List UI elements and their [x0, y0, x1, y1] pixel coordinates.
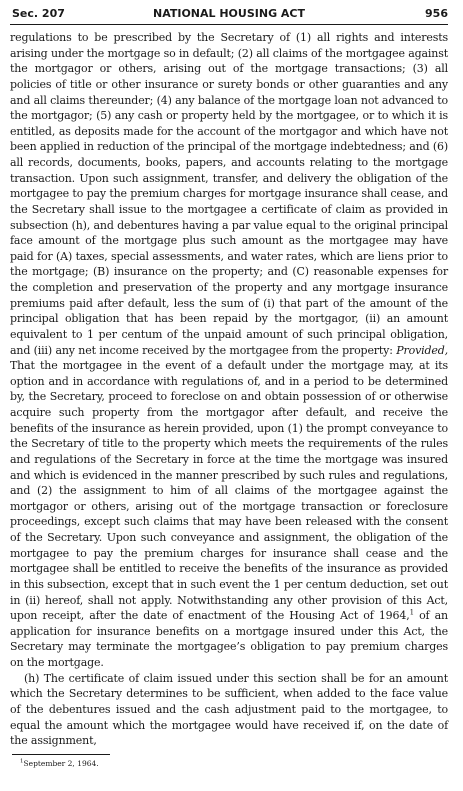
footnote-rule	[12, 754, 110, 755]
footnote-mark: 1	[20, 758, 24, 765]
act-title: NATIONAL HOUSING ACT	[152, 7, 306, 20]
paragraph-h	[10, 671, 448, 749]
page-number: 956	[425, 7, 448, 20]
document-page	[10, 7, 448, 769]
paragraph-text: regulations to be prescribed by the Secretary of (1) all rights and interests arising under the mortgage so in default; (2) all claims of the mortgagee against the mortgagor or others, arising out of the mortgage transactions; (3) all policies of title or other insurance or surety bonds or other guaranties and any and all claims thereunder; (4) any balance of the mortgage loan not advanced to the mortgagor; (5) any cash or property held by the mortgagee, or to which it is entitled, as deposits made for the account of the mortgagor and which have not been applied in reduction of the principal of the mortgage indebtedness; and (6) all records, documents, books, papers, and accounts relating to the mortgage transaction. Upon such assignment, transfer, and delivery the obligation of the mortgagee to pay the premium charges for mortgage insurance shall cease, and the Secretary shall issue to the mortgagee a certificate of claim as provided in subsection (h), and debentures having a par value equal to the original principal face amount of the mortgage plus such amount as the mortgagee may have paid for (A) taxes, special assessments, and water rates, which are liens prior to the mortgage; (B) insurance on the property; and (C) reasonable expenses for the completion and preservation of the property and any mortgage insurance premiums paid after default, less the sum of (i) that part of the amount of the principal obligation that has been repaid by the mortgagor, (ii) an amount equivalent to 1 per centum of the unpaid amount of such principal obligation, and (iii) any net income received by the mortgagee from the property:	[10, 31, 448, 357]
provided-italic: Provided,	[396, 343, 448, 357]
footnote-text: September 2, 1964.	[23, 758, 99, 768]
paragraph-text: That the mortgagee in the event of a default under the mortgage may, at its option and in accordance with regulations of, and in a period to be determined by, the Secretary, proceed to foreclose on and obtain possession of or otherwise acquire such property from the mortgagor after default, and receive the benefits of the insurance as herein provided, upon (1) the prompt conveyance to the Secretary of title to the property which meets the requirements of the rules and regulations of the Secretary in force at the time the mortgage was insured and which is evidenced in the manner prescribed by such rules and regulations, and (2) the assignment to him of all claims of the mortgagee against the mortgagor or others, arising out of the mortgage transaction or foreclosure proceedings, except such claims that may have been released with the consent of the Secretary. Upon such conveyance and assignment, the obligation of the mortgagee to pay the premium charges for insurance shall cease and the mortgagee shall be entitled to receive the benefits of the insurance as provided in this subsection, except that in such event the 1 per centum deduction, set out in (ii) hereof, shall not apply. Notwithstanding any other provision of this Act, upon receipt, after the date of enactment of the Housing Act of 1964,	[10, 359, 448, 623]
footnote	[20, 758, 448, 769]
body-text	[10, 30, 448, 749]
paragraph-g-continued	[10, 30, 448, 671]
footnote-reference: 1	[409, 608, 414, 617]
running-header	[10, 7, 448, 23]
section-label: Sec. 207	[12, 7, 65, 20]
header-rule	[10, 24, 448, 25]
paragraph-text: of an application for insurance benefits on a mortgage insured under this Act, the Secretary may terminate the mortgagee’s obligation to pay premium charges on the mortgage.	[10, 609, 448, 669]
paragraph-text: (h) The certificate of claim issued under this section shall be for an amount which the Secretary determines to be sufficient, when added to the face value of the debentures issued and the cash adjustment paid to the mortgagee, to equal the amount which the mortgagee would have received if, on the date of the assignment,	[10, 671, 448, 748]
